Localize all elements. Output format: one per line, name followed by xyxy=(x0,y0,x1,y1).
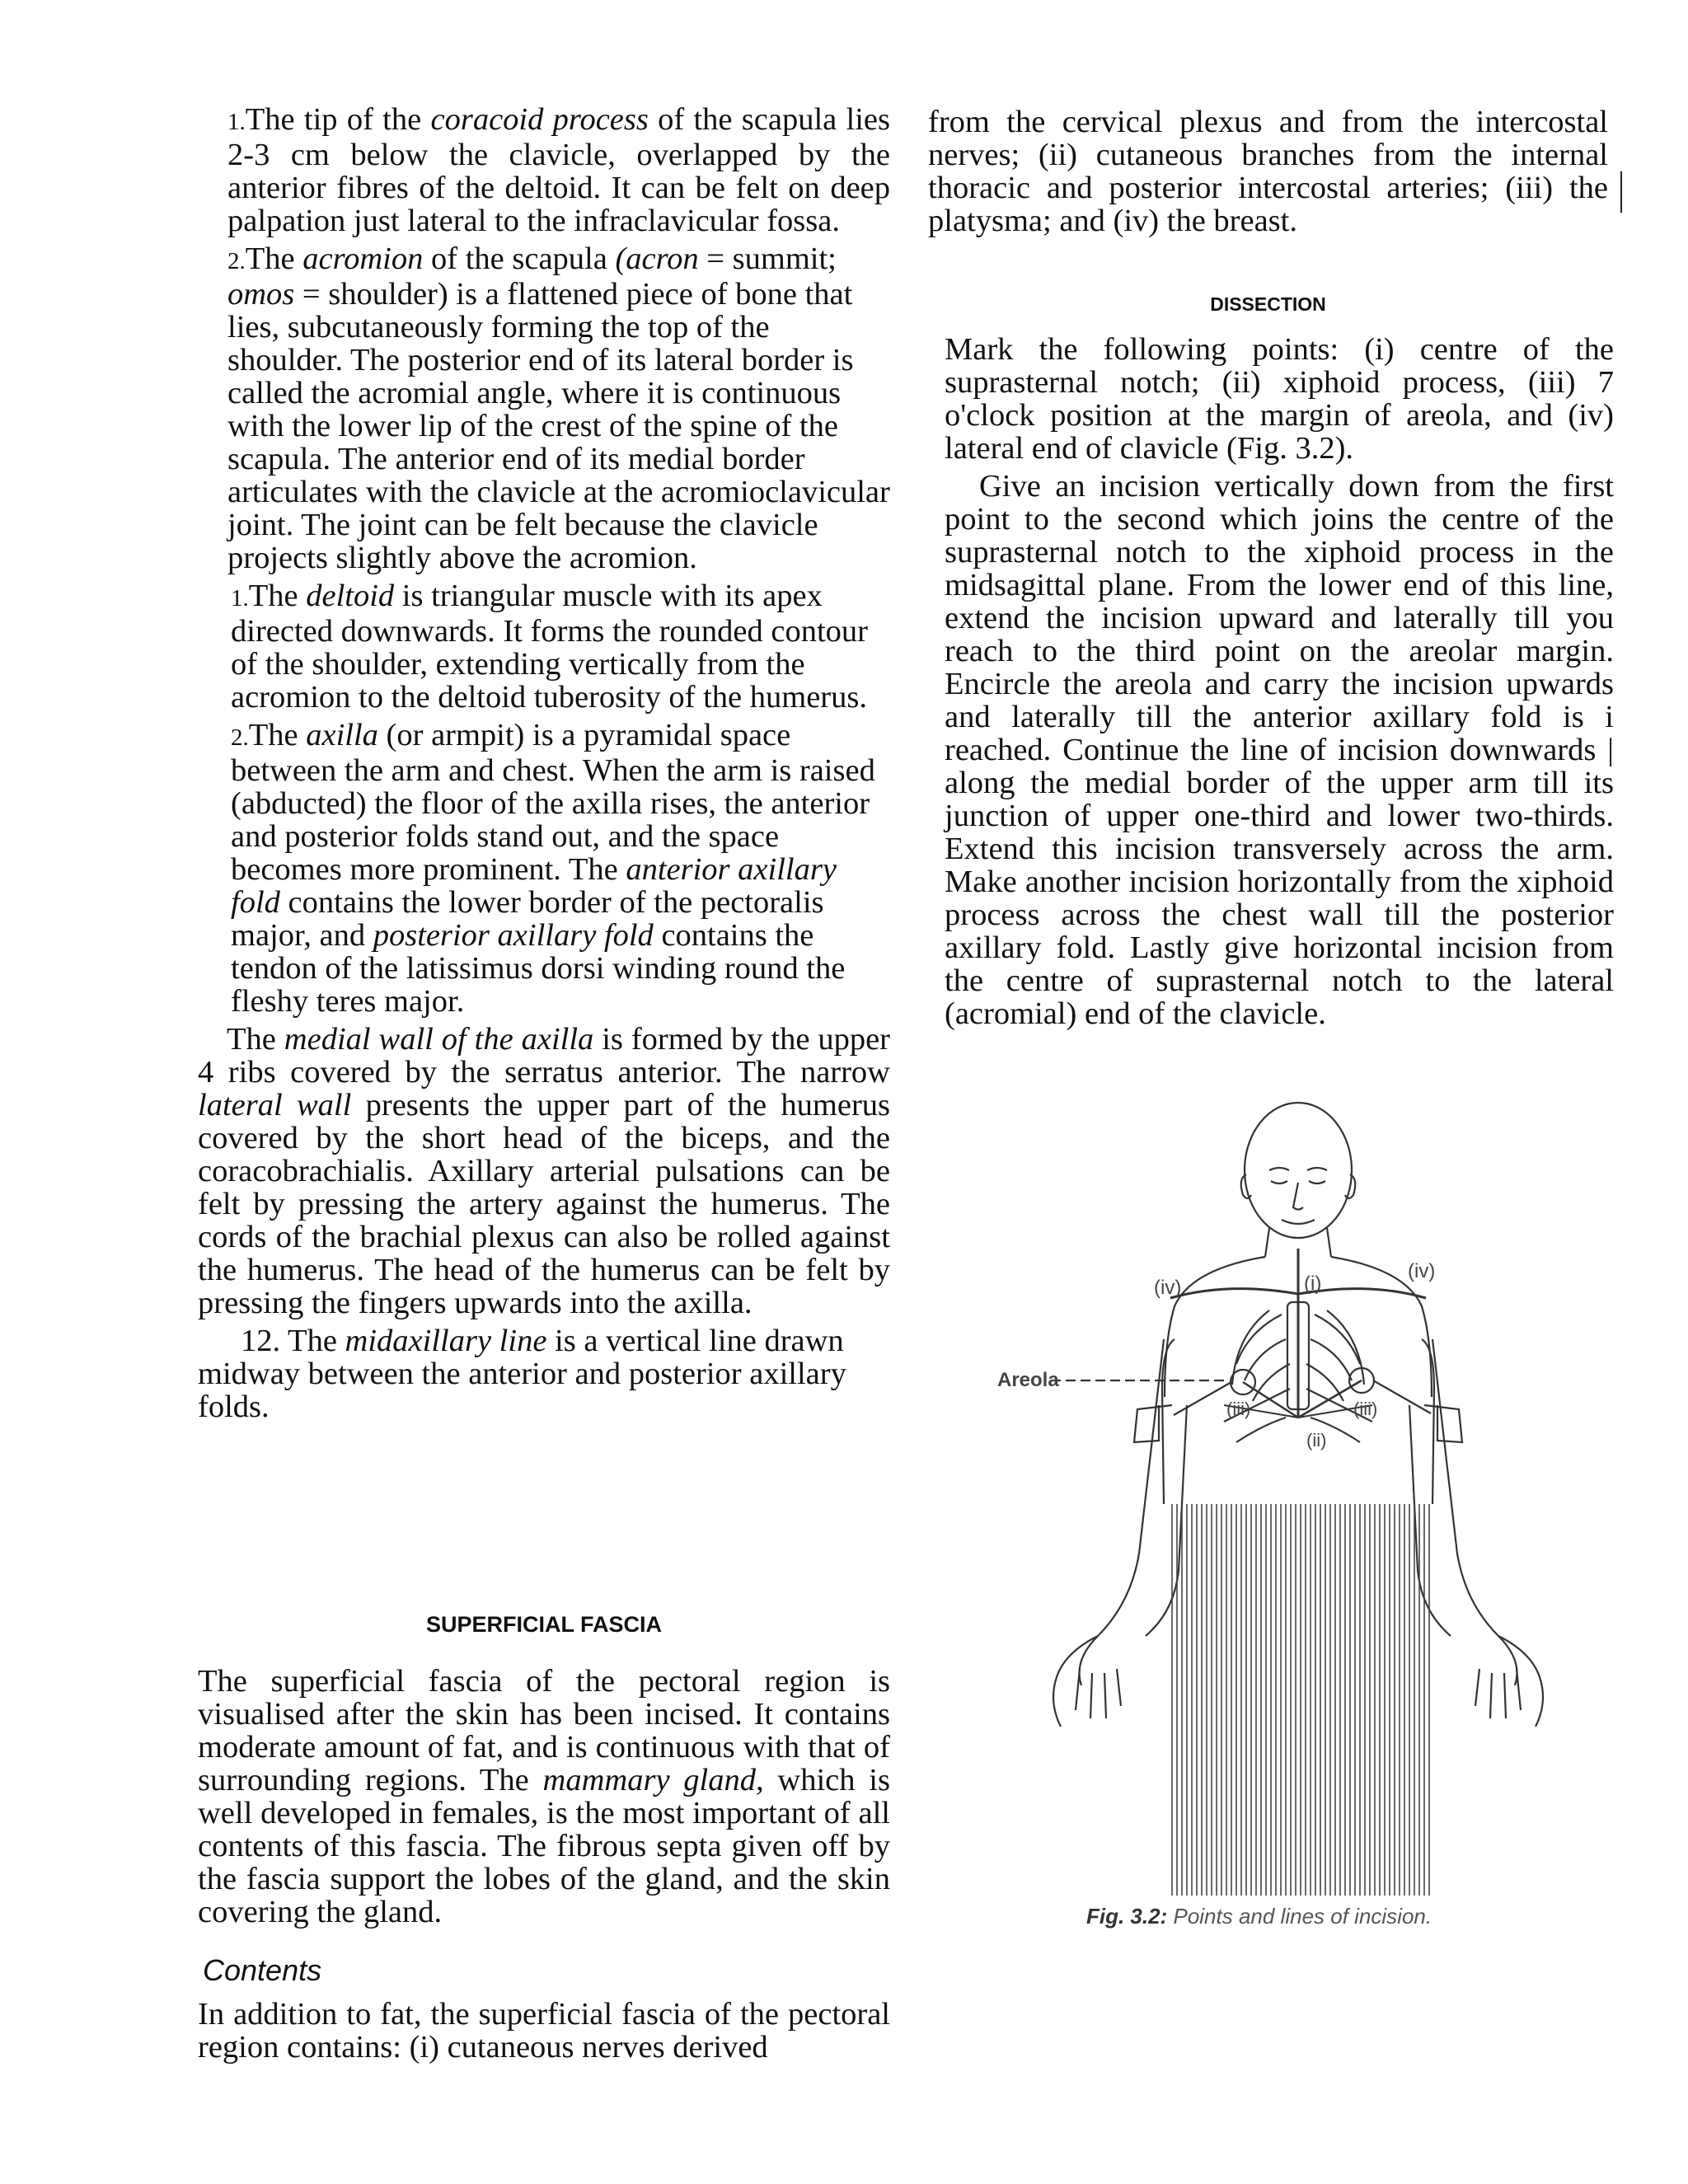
dissection-incisions: Give an incision vertically down from the first point to the second which joins the centre of the suprasternal notch to the xiphoid process in the midsagittal plane. From the lower end of this line, extend the incision upward and laterally till you reach to the third point on the areolar margin. Encircle the areola and carry the incision upwards and laterally till the anterior axillary fold is i reached. Continue the line of incision downwards | along the medial border of the upper arm till its junction of upper one-third and lower two-thirds. Extend this incision transversely across the arm. Make another incision horizontally from the xiphoid process across the chest wall till the posterior axillary fold. Lastly give horizontal incision from the centre of suprasternal notch to the lateral (acromial) end of the clavicle. xyxy=(945,469,1614,1031)
dissection-block xyxy=(945,333,1614,1035)
heading-superficial-fascia: SUPERFICIAL FASCIA xyxy=(425,1612,663,1637)
paragraph-axilla: 2.The axilla (or armpit) is a pyramidal space between the arm and chest. When the arm is raised (abducted) the floor of the axilla rises, the anterior and posterior folds stand out, and the space becomes more prominent. The anterior axillary fold contains the lower border of the pectoralis major, and posterior axillary fold contains the tendon of the latissimus dorsi winding round the fleshy teres major. xyxy=(231,718,875,1019)
figure-caption: Fig. 3.2: Points and lines of incision. xyxy=(1086,1904,1432,1929)
margin-bar xyxy=(1620,171,1622,213)
paragraph-coracoid: 1.The tip of the coracoid process of the scapula lies 2-3 cm below the clavicle, overlapped by the anterior fibres of the deltoid. It can be felt on deep palpation just lateral to the infraclavicular fossa. xyxy=(227,102,890,238)
head xyxy=(1245,1103,1352,1238)
paragraph-midaxillary: 12. The midaxillary line is a vertical line drawn midway between the anterior and posterior axillary folds. xyxy=(198,1324,846,1424)
paragraph-acromion: 2.The acromion of the scapula (acron = summit; omos = shoulder) is a flattened piece of bone that lies, subcutaneously forming the top of the shoulder. The posterior end of its lateral border is called the acromial angle, where it is continuous with the lower lip of the crest of the spine of the scapula. The anterior end of its medial border articulates with the clavicle at the acromioclavicular joint. The joint can be felt because the clavicle projects slightly above the acromion. xyxy=(227,241,890,575)
label-iv-right: (iv) xyxy=(1408,1260,1436,1282)
paragraph-contents: In addition to fat, the superficial fascia of the pectoral region contains: (i) cutaneous nerves derived xyxy=(198,1997,890,2064)
lower-body-hatching xyxy=(1172,1504,1429,1896)
label-iii-left: (iii) xyxy=(1226,1399,1251,1419)
label-ii: (ii) xyxy=(1306,1430,1327,1451)
paragraph-deltoid: 1.The deltoid is triangular muscle with its apex directed downwards. It forms the rounded contour of the shoulder, extending vertically from the acromion to the deltoid tuberosity of the humerus. xyxy=(231,579,868,715)
paragraph-axilla-walls: The medial wall of the axilla is formed by the upper 4 ribs covered by the serratus anterior. The narrow lateral wall presents the upper part of the humerus covered by the short head of the biceps, and the coracobrachialis. Axillary arterial pulsations can be felt by pressing the artery against the humerus. The cords of the brachial plexus can also be rolled against the humerus. The head of the humerus can be felt by pressing the fingers upwards into the axilla. xyxy=(198,1022,890,1320)
dissection-points: Mark the following points: (i) centre of the suprasternal notch; (ii) xiphoid process, (iii) 7 o'clock position at the margin of areola, and (iv) lateral end of clavicle (Fig. 3.2). xyxy=(945,332,1614,466)
label-i: (i) xyxy=(1304,1272,1322,1295)
heading-contents: Contents xyxy=(203,1953,322,1987)
incision-figure xyxy=(981,1092,1607,1916)
left-column xyxy=(198,103,890,1428)
label-iv-left: (iv) xyxy=(1154,1277,1182,1299)
label-iii-right: (iii) xyxy=(1353,1399,1378,1419)
heading-dissection: DISSECTION xyxy=(1210,293,1326,315)
paragraph-continuation: from the cervical plexus and from the intercostal nerves; (ii) cutaneous branches from the internal thoracic and posterior intercostal arteries; (iii) the platysma; and (iv) the breast. xyxy=(928,105,1608,238)
paragraph-superficial-fascia: The superficial fascia of the pectoral region is visualised after the skin has been incised. It contains moderate amount of fat, and is continuous with that of surrounding regions. The mammary gland, which is well developed in females, is the most important of all contents of this fascia. The fibrous septa given off by the fascia support the lobes of the gland, and the skin covering the gland. xyxy=(198,1664,890,1929)
label-areola: Areola xyxy=(997,1369,1059,1391)
